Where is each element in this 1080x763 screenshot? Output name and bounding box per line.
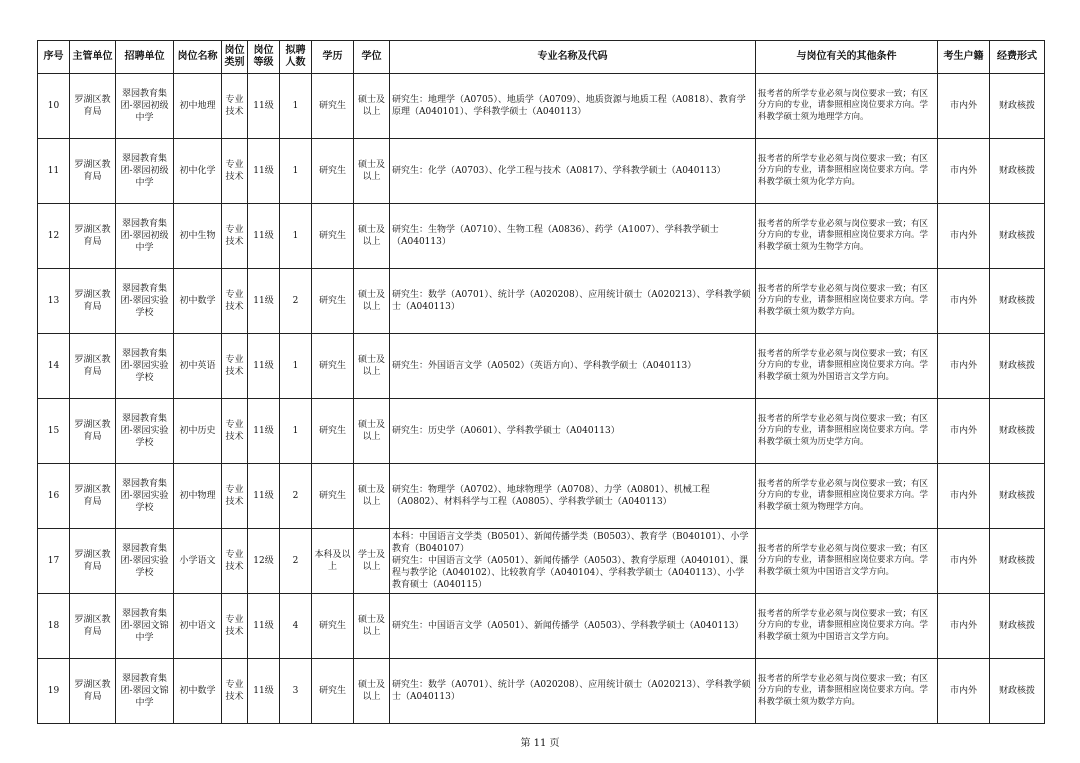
table-row <box>38 594 1045 659</box>
cell-post-name: 初中地理 <box>174 74 222 139</box>
cell-headcount: 3 <box>280 659 312 724</box>
cell-post-level: 11级 <box>248 139 280 204</box>
cell-major: 研究生：地理学（A0705）、地质学（A0709）、地质资源与地质工程（A0818）、教育学原理（A040101）、学科教学硕士（A040113） <box>390 74 756 139</box>
cell-education: 研究生 <box>312 204 354 269</box>
cell-post-level: 11级 <box>248 464 280 529</box>
cell-major: 研究生：数学（A0701）、统计学（A020208）、应用统计硕士（A020213）、学科教学硕士（A040113） <box>390 659 756 724</box>
cell-headcount: 2 <box>280 529 312 594</box>
cell-major: 研究生：历史学（A0601）、学科教学硕士（A040113） <box>390 399 756 464</box>
cell-major: 研究生：外国语言文学（A0502）（英语方向）、学科教学硕士（A040113） <box>390 334 756 399</box>
cell-education: 研究生 <box>312 594 354 659</box>
cell-headcount: 2 <box>280 464 312 529</box>
header-cell: 招聘单位 <box>116 41 174 74</box>
cell-conditions: 报考者的所学专业必须与岗位要求一致；有区分方向的专业，请参照相应岗位要求方向。学科教学硕士须为外国语言文学方向。 <box>756 334 938 399</box>
cell-unit: 翠园教育集团-翠园初级中学 <box>116 74 174 139</box>
cell-post-category: 专业技术 <box>222 74 248 139</box>
cell-department: 罗湖区教育局 <box>70 529 116 594</box>
cell-degree: 硕士及以上 <box>354 74 390 139</box>
table-row <box>38 74 1045 139</box>
cell-education: 研究生 <box>312 464 354 529</box>
cell-post-level: 11级 <box>248 269 280 334</box>
cell-post-name: 初中英语 <box>174 334 222 399</box>
cell-post-level: 11级 <box>248 334 280 399</box>
cell-unit: 翠园教育集团-翠园实验学校 <box>116 334 174 399</box>
page-number: 第 11 页 <box>520 738 560 749</box>
cell-unit: 翠园教育集团-翠园文锦中学 <box>116 659 174 724</box>
cell-household: 市内外 <box>938 659 990 724</box>
cell-serial: 17 <box>38 529 70 594</box>
cell-headcount: 4 <box>280 594 312 659</box>
header-cell: 学历 <box>312 41 354 74</box>
cell-post-level: 11级 <box>248 399 280 464</box>
cell-household: 市内外 <box>938 139 990 204</box>
cell-conditions: 报考者的所学专业必须与岗位要求一致；有区分方向的专业，请参照相应岗位要求方向。学科教学硕士须为数学方向。 <box>756 269 938 334</box>
cell-post-name: 初中化学 <box>174 139 222 204</box>
table-row <box>38 139 1045 204</box>
cell-post-name: 初中数学 <box>174 659 222 724</box>
cell-education: 研究生 <box>312 139 354 204</box>
cell-unit: 翠园教育集团-翠园实验学校 <box>116 399 174 464</box>
cell-conditions: 报考者的所学专业必须与岗位要求一致；有区分方向的专业，请参照相应岗位要求方向。学科教学硕士须为生物学方向。 <box>756 204 938 269</box>
cell-post-category: 专业技术 <box>222 139 248 204</box>
cell-funding: 财政核拨 <box>990 659 1045 724</box>
header-cell: 拟聘人数 <box>280 41 312 74</box>
cell-department: 罗湖区教育局 <box>70 659 116 724</box>
cell-serial: 12 <box>38 204 70 269</box>
table-row <box>38 659 1045 724</box>
cell-degree: 硕士及以上 <box>354 139 390 204</box>
cell-major: 研究生：数学（A0701）、统计学（A020208）、应用统计硕士（A020213）、学科教学硕士（A040113） <box>390 269 756 334</box>
cell-headcount: 2 <box>280 269 312 334</box>
cell-post-level: 11级 <box>248 74 280 139</box>
header-cell: 考生户籍 <box>938 41 990 74</box>
cell-funding: 财政核拨 <box>990 139 1045 204</box>
cell-household: 市内外 <box>938 269 990 334</box>
cell-funding: 财政核拨 <box>990 269 1045 334</box>
cell-funding: 财政核拨 <box>990 464 1045 529</box>
cell-serial: 14 <box>38 334 70 399</box>
cell-serial: 10 <box>38 74 70 139</box>
cell-education: 研究生 <box>312 659 354 724</box>
cell-conditions: 报考者的所学专业必须与岗位要求一致；有区分方向的专业，请参照相应岗位要求方向。学科教学硕士须为地理学方向。 <box>756 74 938 139</box>
cell-department: 罗湖区教育局 <box>70 399 116 464</box>
header-row <box>38 41 1045 74</box>
cell-education: 研究生 <box>312 74 354 139</box>
table-row <box>38 269 1045 334</box>
cell-serial: 16 <box>38 464 70 529</box>
header-cell: 岗位名称 <box>174 41 222 74</box>
cell-headcount: 1 <box>280 399 312 464</box>
cell-serial: 18 <box>38 594 70 659</box>
cell-post-category: 专业技术 <box>222 529 248 594</box>
cell-unit: 翠园教育集团-翠园实验学校 <box>116 464 174 529</box>
table-row <box>38 334 1045 399</box>
cell-conditions: 报考者的所学专业必须与岗位要求一致；有区分方向的专业，请参照相应岗位要求方向。学科教学硕士须为物理学方向。 <box>756 464 938 529</box>
cell-household: 市内外 <box>938 74 990 139</box>
cell-post-level: 11级 <box>248 659 280 724</box>
cell-funding: 财政核拨 <box>990 529 1045 594</box>
cell-household: 市内外 <box>938 594 990 659</box>
header-cell: 岗位类别 <box>222 41 248 74</box>
cell-household: 市内外 <box>938 204 990 269</box>
cell-household: 市内外 <box>938 529 990 594</box>
cell-degree: 硕士及以上 <box>354 399 390 464</box>
cell-degree: 硕士及以上 <box>354 334 390 399</box>
cell-post-name: 初中数学 <box>174 269 222 334</box>
cell-headcount: 1 <box>280 139 312 204</box>
header-cell: 主管单位 <box>70 41 116 74</box>
cell-post-category: 专业技术 <box>222 334 248 399</box>
cell-serial: 19 <box>38 659 70 724</box>
cell-funding: 财政核拨 <box>990 204 1045 269</box>
header-cell: 与岗位有关的其他条件 <box>756 41 938 74</box>
cell-conditions: 报考者的所学专业必须与岗位要求一致；有区分方向的专业，请参照相应岗位要求方向。学科教学硕士须为数学方向。 <box>756 659 938 724</box>
cell-department: 罗湖区教育局 <box>70 139 116 204</box>
cell-household: 市内外 <box>938 464 990 529</box>
cell-department: 罗湖区教育局 <box>70 204 116 269</box>
cell-conditions: 报考者的所学专业必须与岗位要求一致；有区分方向的专业，请参照相应岗位要求方向。学科教学硕士须为化学方向。 <box>756 139 938 204</box>
cell-major: 研究生：生物学（A0710）、生物工程（A0836）、药学（A1007）、学科教学硕士（A040113） <box>390 204 756 269</box>
cell-funding: 财政核拨 <box>990 74 1045 139</box>
cell-post-name: 初中语文 <box>174 594 222 659</box>
table-row <box>38 464 1045 529</box>
cell-major: 研究生：化学（A0703）、化学工程与技术（A0817）、学科教学硕士（A040113） <box>390 139 756 204</box>
cell-post-level: 11级 <box>248 594 280 659</box>
header-cell: 岗位等级 <box>248 41 280 74</box>
cell-funding: 财政核拨 <box>990 594 1045 659</box>
cell-major: 研究生：中国语言文学（A0501）、新闻传播学（A0503）、学科教学硕士（A040113） <box>390 594 756 659</box>
header-cell: 专业名称及代码 <box>390 41 756 74</box>
cell-department: 罗湖区教育局 <box>70 334 116 399</box>
cell-headcount: 1 <box>280 74 312 139</box>
cell-post-category: 专业技术 <box>222 594 248 659</box>
cell-education: 研究生 <box>312 269 354 334</box>
cell-department: 罗湖区教育局 <box>70 269 116 334</box>
cell-degree: 硕士及以上 <box>354 659 390 724</box>
cell-post-category: 专业技术 <box>222 269 248 334</box>
table-row <box>38 399 1045 464</box>
header-cell: 学位 <box>354 41 390 74</box>
cell-unit: 翠园教育集团-翠园实验学校 <box>116 269 174 334</box>
cell-education: 本科及以上 <box>312 529 354 594</box>
cell-household: 市内外 <box>938 399 990 464</box>
cell-post-level: 11级 <box>248 204 280 269</box>
cell-post-category: 专业技术 <box>222 204 248 269</box>
cell-post-name: 初中生物 <box>174 204 222 269</box>
cell-post-name: 初中历史 <box>174 399 222 464</box>
cell-unit: 翠园教育集团-翠园初级中学 <box>116 204 174 269</box>
cell-conditions: 报考者的所学专业必须与岗位要求一致；有区分方向的专业，请参照相应岗位要求方向。学科教学硕士须为中国语言文学方向。 <box>756 594 938 659</box>
cell-funding: 财政核拨 <box>990 399 1045 464</box>
cell-headcount: 1 <box>280 204 312 269</box>
header-cell: 序号 <box>38 41 70 74</box>
cell-department: 罗湖区教育局 <box>70 74 116 139</box>
cell-degree: 硕士及以上 <box>354 269 390 334</box>
table-row <box>38 529 1045 594</box>
cell-serial: 11 <box>38 139 70 204</box>
cell-conditions: 报考者的所学专业必须与岗位要求一致；有区分方向的专业，请参照相应岗位要求方向。学科教学硕士须为历史学方向。 <box>756 399 938 464</box>
table-row <box>38 204 1045 269</box>
cell-serial: 13 <box>38 269 70 334</box>
cell-unit: 翠园教育集团-翠园实验学校 <box>116 529 174 594</box>
cell-household: 市内外 <box>938 334 990 399</box>
cell-unit: 翠园教育集团-翠园初级中学 <box>116 139 174 204</box>
cell-education: 研究生 <box>312 334 354 399</box>
cell-major: 研究生：物理学（A0702）、地球物理学（A0708）、力学（A0801）、机械工程（A0802）、材料科学与工程（A0805）、学科教学硕士（A040113） <box>390 464 756 529</box>
table-body <box>38 74 1045 724</box>
cell-unit: 翠园教育集团-翠园文锦中学 <box>116 594 174 659</box>
cell-post-category: 专业技术 <box>222 399 248 464</box>
cell-degree: 硕士及以上 <box>354 204 390 269</box>
cell-degree: 硕士及以上 <box>354 464 390 529</box>
cell-post-name: 初中物理 <box>174 464 222 529</box>
cell-funding: 财政核拨 <box>990 334 1045 399</box>
cell-conditions: 报考者的所学专业必须与岗位要求一致；有区分方向的专业，请参照相应岗位要求方向。学科教学硕士须为中国语言文学方向。 <box>756 529 938 594</box>
cell-post-category: 专业技术 <box>222 464 248 529</box>
cell-post-category: 专业技术 <box>222 659 248 724</box>
cell-post-name: 小学语文 <box>174 529 222 594</box>
cell-degree: 学士及以上 <box>354 529 390 594</box>
cell-major: 本科：中国语言文学类（B0501）、新闻传播学类（B0503）、教育学（B040101）、小学教育（B040107） 研究生：中国语言文学（A0501）、新闻传播学（A0503）、教育学原理（A040101）、课程与教学论（A040102）、比较教育学（A040104）、学科教学硕士（A040113）、小学教育硕士（A040115） <box>390 529 756 594</box>
cell-headcount: 1 <box>280 334 312 399</box>
recruitment-table <box>37 40 1045 724</box>
cell-department: 罗湖区教育局 <box>70 464 116 529</box>
cell-education: 研究生 <box>312 399 354 464</box>
cell-post-level: 12级 <box>248 529 280 594</box>
cell-serial: 15 <box>38 399 70 464</box>
header-cell: 经费形式 <box>990 41 1045 74</box>
cell-department: 罗湖区教育局 <box>70 594 116 659</box>
cell-degree: 硕士及以上 <box>354 594 390 659</box>
